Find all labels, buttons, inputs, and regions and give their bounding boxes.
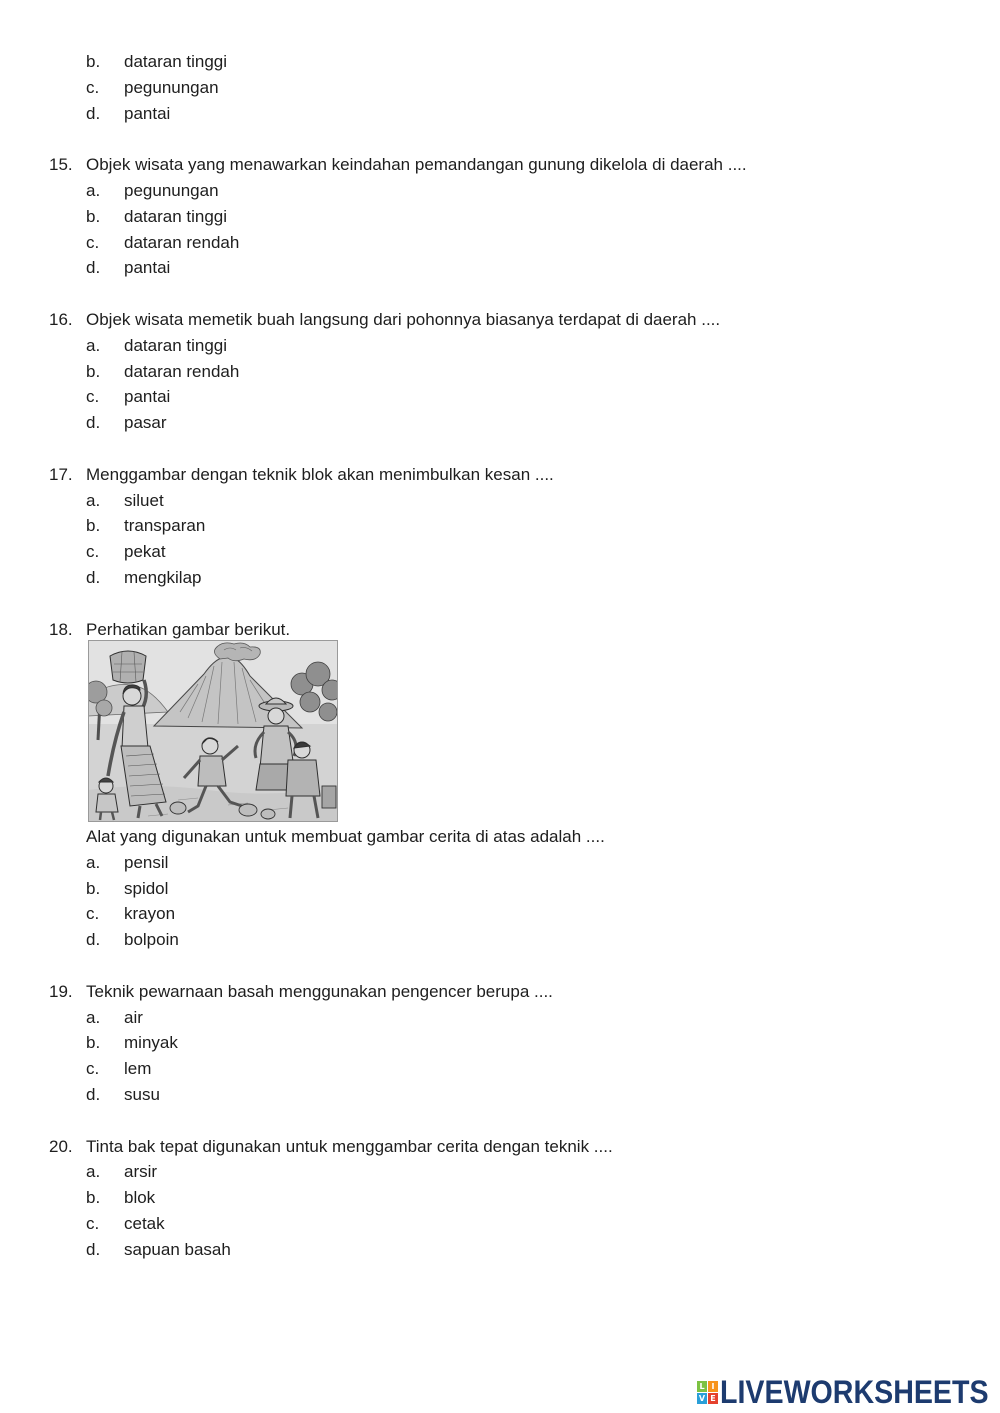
body bbox=[286, 760, 320, 796]
option-d bbox=[0, 410, 1000, 436]
question-line bbox=[0, 152, 1000, 178]
option-d bbox=[0, 1082, 1000, 1108]
option-letter: c. bbox=[86, 232, 100, 252]
spacer bbox=[0, 126, 1000, 152]
option-d bbox=[0, 1237, 1000, 1263]
live-tiles-icon bbox=[697, 1381, 718, 1404]
option-text: cetak bbox=[124, 1213, 165, 1233]
option-b bbox=[0, 876, 1000, 902]
question-17 bbox=[0, 462, 1000, 591]
option-text: dataran tinggi bbox=[124, 206, 228, 226]
option-letter: b. bbox=[86, 516, 101, 536]
option-letter: b. bbox=[86, 52, 101, 71]
option-b bbox=[0, 1185, 1000, 1211]
option-text: dataran rendah bbox=[124, 361, 240, 381]
body bbox=[198, 756, 226, 786]
option-a bbox=[0, 333, 1000, 359]
option-letter: a. bbox=[86, 180, 101, 200]
option-letter: a. bbox=[86, 490, 101, 510]
option-d bbox=[0, 255, 1000, 281]
option-b bbox=[0, 513, 1000, 539]
question-number: 15. bbox=[49, 155, 73, 175]
option-text: bolpoin bbox=[124, 930, 179, 950]
option-letter: b. bbox=[86, 206, 101, 226]
option-text: krayon bbox=[124, 904, 176, 924]
option-text: pasar bbox=[124, 413, 167, 433]
option-c bbox=[0, 384, 1000, 410]
option-text: lem bbox=[124, 1059, 152, 1079]
option-text: pantai bbox=[124, 103, 171, 123]
option-text: mengkilap bbox=[124, 567, 202, 587]
option-letter: d. bbox=[86, 413, 101, 433]
question-16 bbox=[0, 307, 1000, 436]
option-text: blok bbox=[124, 1188, 156, 1208]
option-text: pantai bbox=[124, 387, 171, 407]
spacer bbox=[0, 281, 1000, 307]
spacer bbox=[0, 1108, 1000, 1134]
question-line bbox=[0, 462, 1000, 488]
option-letter: b. bbox=[86, 361, 101, 381]
option-text: pegunungan bbox=[124, 77, 219, 97]
liveworksheets-logo[interactable] bbox=[697, 1376, 993, 1410]
worksheet-content bbox=[0, 49, 1000, 1263]
option-letter: b. bbox=[86, 1033, 101, 1053]
option-a bbox=[0, 1005, 1000, 1031]
question-text: Perhatikan gambar berikut. bbox=[86, 619, 291, 639]
option-text: pekat bbox=[124, 542, 166, 562]
option-letter: a. bbox=[86, 1162, 101, 1182]
option-letter: c. bbox=[86, 387, 100, 407]
option-text: dataran tinggi bbox=[124, 52, 228, 71]
option-d bbox=[0, 101, 1000, 127]
option-letter: b. bbox=[86, 878, 101, 898]
basket bbox=[110, 651, 146, 683]
story-illustration bbox=[88, 640, 338, 822]
spacer bbox=[0, 953, 1000, 979]
question-number: 17. bbox=[49, 464, 73, 484]
option-c bbox=[0, 1211, 1000, 1237]
option-text: pegunungan bbox=[124, 180, 219, 200]
question-number: 18. bbox=[49, 619, 73, 639]
option-letter: a. bbox=[86, 1007, 101, 1027]
logo-tile-e: E bbox=[708, 1393, 718, 1404]
option-b bbox=[0, 204, 1000, 230]
option-a bbox=[0, 178, 1000, 204]
logo-tile-l: L bbox=[697, 1381, 707, 1392]
question-line bbox=[0, 1134, 1000, 1160]
option-text: susu bbox=[124, 1084, 160, 1104]
option-letter: a. bbox=[86, 335, 101, 355]
option-d bbox=[0, 927, 1000, 953]
spacer bbox=[0, 591, 1000, 617]
option-letter: d. bbox=[86, 930, 101, 950]
option-text: spidol bbox=[124, 878, 169, 898]
option-b bbox=[0, 1030, 1000, 1056]
option-text: dataran rendah bbox=[124, 232, 240, 252]
logo-tile-i: I bbox=[708, 1381, 718, 1392]
question-text: Tinta bak tepat digunakan untuk menggambar cerita dengan teknik .... bbox=[86, 1136, 613, 1156]
option-c bbox=[0, 539, 1000, 565]
question-text: Objek wisata yang menawarkan keindahan pemandangan gunung dikelola di daerah .... bbox=[86, 155, 747, 175]
question-20 bbox=[0, 1134, 1000, 1263]
option-letter: c. bbox=[86, 77, 100, 97]
question-text: Teknik pewarnaan basah menggunakan pengencer berupa .... bbox=[86, 981, 553, 1001]
option-a bbox=[0, 1159, 1000, 1185]
question-line bbox=[0, 617, 1000, 643]
question-number: 19. bbox=[49, 981, 73, 1001]
option-letter: c. bbox=[86, 904, 100, 924]
option-d bbox=[0, 565, 1000, 591]
question-figure bbox=[0, 642, 1000, 824]
option-a bbox=[0, 850, 1000, 876]
logo-wordmark: LIVEWORKSHEETS bbox=[720, 1374, 989, 1410]
question-15 bbox=[0, 152, 1000, 281]
option-text: transparan bbox=[124, 516, 206, 536]
option-letter: d. bbox=[86, 1239, 101, 1259]
question-text: Menggambar dengan teknik blok akan menimbulkan kesan .... bbox=[86, 464, 554, 484]
option-b bbox=[0, 359, 1000, 385]
question-18 bbox=[0, 617, 1000, 953]
option-letter: c. bbox=[86, 1213, 100, 1233]
question-follow-up-line bbox=[0, 824, 1000, 850]
question-text: Objek wisata memetik buah langsung dari pohonnya biasanya terdapat di daerah .... bbox=[86, 309, 721, 329]
option-text: minyak bbox=[124, 1033, 178, 1053]
option-text: sapuan basah bbox=[124, 1239, 231, 1259]
option-text: arsir bbox=[124, 1162, 158, 1182]
torso bbox=[122, 706, 148, 748]
question-19 bbox=[0, 979, 1000, 1108]
option-letter: d. bbox=[86, 258, 101, 278]
question-number: 20. bbox=[49, 1136, 73, 1156]
option-letter: d. bbox=[86, 103, 101, 123]
option-a bbox=[0, 488, 1000, 514]
wooden-chest bbox=[322, 786, 336, 808]
option-letter: b. bbox=[86, 1188, 101, 1208]
option-c bbox=[0, 75, 1000, 101]
option-text: siluet bbox=[124, 490, 164, 510]
option-text: air bbox=[124, 1007, 143, 1027]
option-b bbox=[0, 49, 1000, 75]
head bbox=[268, 708, 284, 724]
question-line bbox=[0, 307, 1000, 333]
option-letter: d. bbox=[86, 1084, 101, 1104]
option-letter: c. bbox=[86, 1059, 100, 1079]
question-number: 16. bbox=[49, 309, 73, 329]
option-c bbox=[0, 230, 1000, 256]
spacer bbox=[0, 436, 1000, 462]
option-text: dataran tinggi bbox=[124, 335, 228, 355]
question-line bbox=[0, 979, 1000, 1005]
option-c bbox=[0, 901, 1000, 927]
question-follow-up-text: Alat yang digunakan untuk membuat gambar cerita di atas adalah .... bbox=[86, 827, 605, 847]
option-c bbox=[0, 1056, 1000, 1082]
logo-tile-v: V bbox=[698, 1394, 706, 1403]
option-text: pantai bbox=[124, 258, 171, 278]
option-letter: d. bbox=[86, 567, 101, 587]
option-letter: c. bbox=[86, 542, 100, 562]
body bbox=[96, 794, 118, 812]
option-text: pensil bbox=[124, 852, 169, 872]
option-letter: a. bbox=[86, 852, 101, 872]
question-14-options-continued bbox=[0, 49, 1000, 126]
